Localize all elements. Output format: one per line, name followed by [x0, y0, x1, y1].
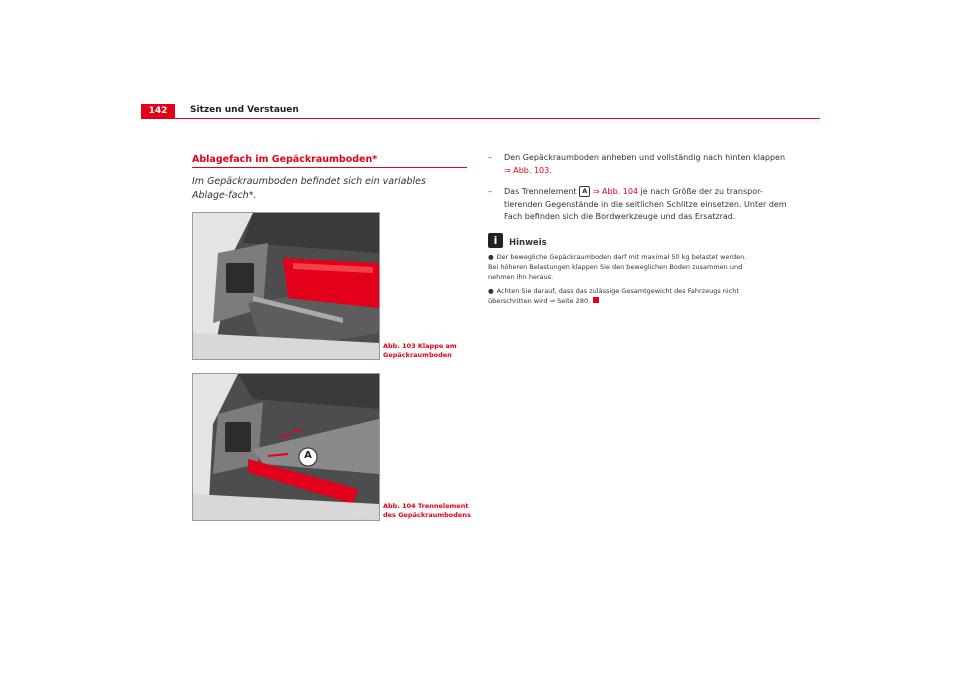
page-number: 142	[141, 104, 175, 119]
figure-trunk-divider	[192, 373, 380, 521]
step-text: je nach Größe der zu transpor-tierenden Gegenstände in die seitlichen Schlitze einsetzen. Unter dem Fach befinden sich die Bordwerkzeuge und das Ersatzrad.	[504, 187, 787, 221]
section-rule	[192, 167, 467, 168]
note-text: Achten Sie darauf, dass das zulässige Gesamtgewicht des Fahrzeugs nicht überschritten wird ⇒ Seite 280.	[488, 286, 739, 305]
bullet-icon: ●	[488, 252, 494, 261]
section-intro: Im Gepäckraumboden befindet sich ein variables Ablage-fach*.	[192, 176, 426, 201]
figure-caption-103	[383, 342, 457, 359]
step-text: Den Gepäckraumboden anheben und vollständig nach hinten klappen	[504, 153, 786, 162]
figure-code: B5P-0173	[353, 512, 375, 517]
callout-a: A	[304, 450, 312, 461]
note-bullet-2	[488, 286, 756, 306]
step-dash: –	[488, 187, 492, 196]
figure-ref-link[interactable]: ⇒ Abb. 104	[590, 187, 639, 196]
step-1	[488, 152, 788, 177]
step-text-pre: Das Trennelement	[504, 187, 580, 196]
caption-line: des Gepäckraumbodens	[383, 510, 471, 519]
running-header: Sitzen und Verstauen	[190, 105, 299, 115]
note-title: Hinweis	[509, 237, 547, 248]
section-title: Ablagefach im Gepäckraumboden*	[192, 154, 378, 165]
figure-caption-104	[383, 502, 471, 519]
end-marker-icon	[593, 297, 599, 303]
step-2	[488, 186, 788, 224]
caption-line: Gepäckraumboden	[383, 350, 452, 359]
note-text: Der bewegliche Gepäckraumboden darf mit maximal 50 kg belastet werden. Bei höheren Belastungen klappen Sie den beweglichen Boden zusammen und nehmen ihn heraus.	[488, 252, 747, 281]
callout-badge-a: A	[579, 186, 590, 197]
header-rule	[141, 118, 820, 119]
note-bullet-1	[488, 252, 756, 282]
figure-code: B5P-0174	[353, 351, 375, 356]
figure-trunk-floor-raised	[192, 212, 380, 360]
trunk-illustration-2	[193, 374, 379, 520]
caption-line: Abb. 103 Klappe am	[383, 342, 457, 350]
step-dash: –	[488, 153, 492, 162]
figure-ref-link[interactable]: ⇒ Abb. 103	[504, 165, 550, 175]
caption-line: Abb. 104 Trennelement	[383, 502, 469, 510]
note-header	[488, 233, 788, 248]
bullet-icon: ●	[488, 286, 494, 295]
instruction-column	[488, 152, 788, 306]
trunk-illustration-1	[193, 213, 379, 359]
info-note-icon: i	[488, 233, 503, 248]
step-end: .	[549, 165, 552, 175]
